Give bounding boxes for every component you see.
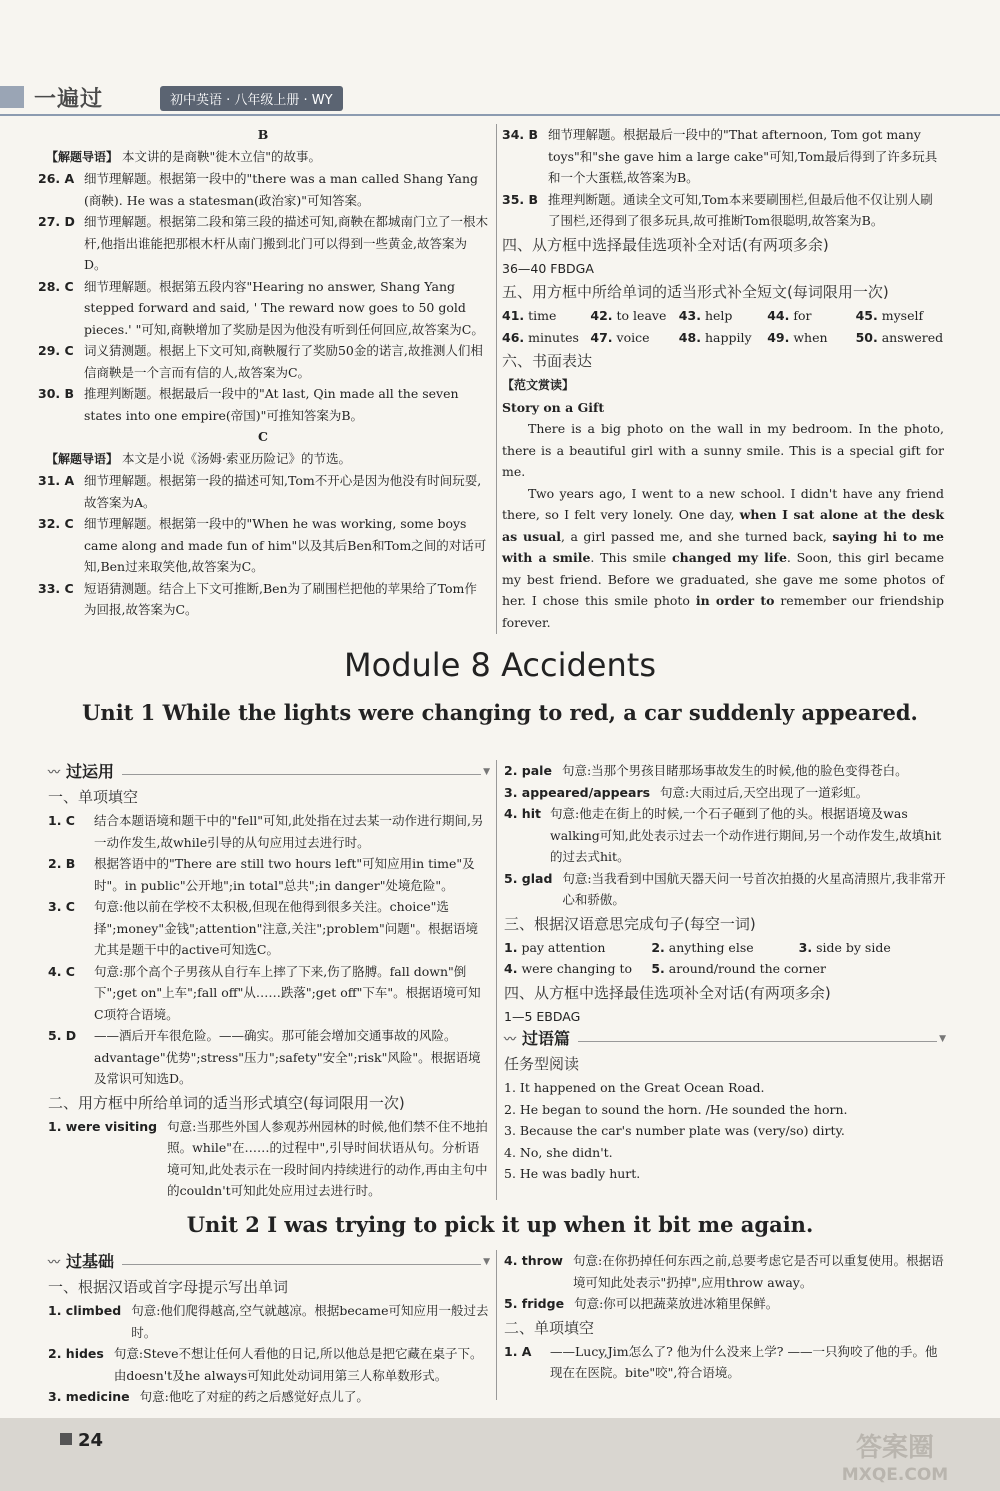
item-explanation: 句意:他走在街上的时候,一个石子砸到了他的头。根据语境及was walking可知,此处表示过去一个动作进行期间,另一个动作发生,故填hit的过去式hit。 xyxy=(550,806,942,864)
item-number: 4. hit xyxy=(504,806,541,821)
reading-c-item xyxy=(38,578,488,621)
item-explanation: 句意:在你扔掉任何东西之前,总要考虑它是否可以重复使用。根据语境可知此处表示"扔掉",应用throw away。 xyxy=(572,1253,944,1290)
item-number: 2. hides xyxy=(48,1346,104,1361)
reading-b-item xyxy=(38,211,488,276)
item-number: 2. pale xyxy=(504,763,552,778)
task-answer-line: 1. It happened on the Great Ocean Road. xyxy=(504,1080,765,1095)
item-number: 5. glad xyxy=(504,870,553,886)
item-number: 4. C xyxy=(48,963,75,979)
item-explanation: 细节理解题。根据第一段中的"When he was working, some boys came along and made fun of him"以及其后Ben和Tom之间的对话可知,Ben过来取笑他,故答案为C。 xyxy=(84,516,487,574)
unit1-left-column xyxy=(48,760,490,1202)
item-explanation: 细节理解题。根据第二段和第三段的描述可知,商鞅在都城南门立了一根木杆,他指出谁能把那根木杆从南门搬到北门可以得到一些黄金,故答案为D。 xyxy=(84,214,488,272)
item-explanation: 句意:他以前在学校不太积极,但现在他得到很多关注。choice"选择";money"金钱";attention"注意,关注";problem"问题"。根据语境尤其是题干中的active可知选C。 xyxy=(94,899,479,957)
reading-c-cont-item xyxy=(502,124,944,189)
unit2-right-column xyxy=(504,1250,946,1384)
story-title: Story on a Gift xyxy=(502,399,605,415)
section-3-answers-row1 xyxy=(504,937,946,959)
section-c-label: C xyxy=(258,429,268,444)
item-number: 34. B xyxy=(502,127,539,142)
sample-essay xyxy=(502,397,944,634)
item-number: 1. were visiting xyxy=(48,1118,158,1134)
item-explanation: 根据答语中的"There are still two hours left"可知应用in time"及时"。in public"公开地";in total"总共";in danger"处境危险"。 xyxy=(94,856,475,893)
module-title: Module 8 Accidents xyxy=(344,646,656,684)
item-explanation: 细节理解题。根据第五段内容"Hearing no answer, Shang Yang stepped forward and said, ' The reward now goes to 50 gold pieces.' "可知,商鞅增加了奖励是因为他没有听到任何回应,故答案为C。 xyxy=(84,278,484,337)
unit2-word-item xyxy=(504,1250,946,1293)
item-number: 3. appeared/appears xyxy=(504,784,651,800)
reading-b-item xyxy=(38,276,488,341)
story-paragraph-2: Two years ago, I went to a new school. I didn't have any friend there, so I felt very lonely. One day, when I sat alone at the desk as usual, a girl passed me, and she turned back, saying hi to me with a smile. This smile changed my life. Soon, this girl became my best friend. Before we graduated, she gave me some photos of her. I chose this smile photo in order to remember our friendship forever. xyxy=(502,485,945,630)
unit-1-title: Unit 1 While the lights were changing to red, a car suddenly appeared. xyxy=(82,700,918,725)
brand-logo: 一遍过 xyxy=(34,87,104,112)
blank-answer: 49. when xyxy=(767,329,828,345)
item-number: 1. climbed xyxy=(48,1303,122,1318)
reading-c-cont-item xyxy=(502,189,944,232)
item-number: 29. C xyxy=(38,343,74,358)
unit1-right-column xyxy=(504,760,946,1185)
item-explanation: 细节理解题。根据最后一段中的"That afternoon, Tom got many toys"和"she gave him a large cake"可知,Tom最后得到了许多玩具和一个大蛋糕,故答案为B。 xyxy=(548,127,938,185)
unit2-choice-item xyxy=(504,1341,946,1384)
unit2-word-item xyxy=(48,1343,490,1386)
banner-guoyunyong: 〰 过运用 ▼ xyxy=(48,760,490,784)
reading-b-item xyxy=(38,168,488,211)
task-answer-line: 3. Because the car's number plate was (very/so) dirty. xyxy=(504,1123,845,1138)
section-6-heading: 六、书面表达 xyxy=(502,352,593,370)
blank-answer: 41. time xyxy=(502,308,557,323)
answers-1-5: 1—5 EBDAG xyxy=(504,1008,581,1024)
item-explanation: ——Lucy,Jim怎么了? 他为什么没来上学? ——一只狗咬了他的手。他现在在医院。bite"咬",符合语境。 xyxy=(550,1343,938,1380)
reading-c-item xyxy=(38,470,488,513)
task-answer-line: 4. No, she didn't. xyxy=(504,1144,613,1160)
item-number: 1. C xyxy=(48,813,75,828)
unit1-fill-item xyxy=(504,803,946,868)
wave-icon: 〰 xyxy=(504,1032,517,1046)
item-explanation: 细节理解题。根据第一段中的"there was a man called Shang Yang (商鞅). He was a statesman(政治家)"可知答案。 xyxy=(84,171,479,208)
item-explanation: 句意:他吃了对症的药之后感觉好点儿了。 xyxy=(139,1389,369,1404)
left-column-top xyxy=(38,124,488,621)
item-number: 5. D xyxy=(48,1028,77,1043)
unit1-section-3: 三、根据汉语意思完成句子(每空一词) xyxy=(504,914,756,933)
header-divider xyxy=(0,114,1000,116)
task-reading-heading: 任务型阅读 xyxy=(504,1055,580,1073)
item-number: 35. B xyxy=(502,191,539,207)
item-explanation: 句意:当那个男孩目睹那场事故发生的时候,他的脸色变得苍白。 xyxy=(561,763,908,778)
item-explanation: 细节理解题。根据第一段的描述可知,Tom不开心是因为他没有时间玩耍,故答案为A。 xyxy=(84,473,482,510)
watermark-url: MXQE.COM xyxy=(841,1465,949,1485)
triangle-icon: ▼ xyxy=(483,767,490,777)
blank-answer: 43. help xyxy=(678,308,733,323)
item-number: 4. throw xyxy=(504,1253,563,1268)
guide-b: 【解题导语】 本文讲的是商鞅"徙木立信"的故事。 xyxy=(46,148,321,164)
unit2-section-1: 一、根据汉语或首字母提示写出单词 xyxy=(48,1278,289,1296)
blank-answer: 44. for xyxy=(767,308,812,323)
item-explanation: 句意:当我看到中国航天器天问一号首次拍摄的火星高清照片,我非常开心和骄傲。 xyxy=(562,870,946,907)
item-number: 31. A xyxy=(38,473,75,488)
banner-guojichu: 〰 过基础 ▼ xyxy=(48,1250,490,1274)
section-3-answers-row2 xyxy=(504,958,946,980)
unit1-choice-item xyxy=(48,853,490,896)
item-number: 26. A xyxy=(38,171,75,186)
blank-answer: 47. voice xyxy=(590,329,650,345)
sentence-answer: 3. side by side xyxy=(798,939,891,955)
watermark-text: 答案圈 xyxy=(855,1433,935,1463)
unit1-section-1: 一、单项填空 xyxy=(48,788,139,806)
item-number: 1. A xyxy=(504,1343,532,1359)
blank-answer: 46. minutes xyxy=(502,329,579,345)
item-explanation: ——酒后开车很危险。——确实。那可能会增加交通事故的风险。advantage"优势";stress"压力";safety"安全";risk"风险"。根据语境及常识可知选D。 xyxy=(94,1028,481,1086)
item-number: 30. B xyxy=(38,386,75,401)
unit1-choice-item xyxy=(48,810,490,853)
section-5-heading: 五、用方框中所给单词的适当形式补全短文(每词限用一次) xyxy=(502,283,889,301)
triangle-icon: ▼ xyxy=(939,1034,946,1044)
item-number: 32. C xyxy=(38,516,74,531)
item-number: 3. C xyxy=(48,899,75,914)
blank-answer: 42. to leave xyxy=(590,308,667,323)
wave-icon: 〰 xyxy=(48,1255,61,1269)
item-explanation: 推理判断题。通读全文可知,Tom本来要刷围栏,但最后他不仅让别人刷了围栏,还得到了很多玩具,故可推断Tom很聪明,故答案为B。 xyxy=(548,191,933,228)
sentence-answer: 4. were changing to xyxy=(504,961,633,976)
item-explanation: 句意:Steve不想让任何人看他的日记,所以他总是把它藏在桌子下。由doesn't及he always可知此处动词用第三人称单数形式。 xyxy=(113,1346,483,1383)
unit1-section-2: 二、用方框中所给单词的适当形式填空(每词限用一次) xyxy=(48,1093,405,1112)
unit2-word-item xyxy=(48,1300,490,1343)
blank-answer: 48. happily xyxy=(678,329,752,345)
unit2-left-column xyxy=(48,1250,490,1408)
reading-b-item xyxy=(38,383,488,426)
triangle-icon: ▼ xyxy=(483,1257,490,1267)
blank-answers xyxy=(502,305,944,348)
page-number: 24 xyxy=(60,1430,103,1451)
item-number: 28. C xyxy=(38,278,74,294)
sentence-answer: 1. pay attention xyxy=(504,939,606,955)
section-b-label: B xyxy=(257,127,269,142)
section-4-heading: 四、从方框中选择最佳选项补全对话(有两项多余) xyxy=(502,235,829,254)
item-number: 5. fridge xyxy=(504,1296,565,1311)
item-number: 33. C xyxy=(38,580,74,596)
item-explanation: 句意:大雨过后,天空出现了一道彩虹。 xyxy=(660,784,869,800)
item-explanation: 结合本题语境和题干中的"fell"可知,此处指在过去某一动作进行期间,另一动作发生,故while引导的从句应用过去进行时。 xyxy=(94,813,484,850)
unit1-choice-item xyxy=(48,961,490,1026)
book-tag: 初中英语 · 八年级上册 · WY xyxy=(160,86,343,111)
task-answer-line: 5. He was badly hurt. xyxy=(504,1166,641,1181)
story-paragraph-1: There is a big photo on the wall in my bedroom. In the photo, there is a beautiful girl with a sunny smile. This is a special gift for me. xyxy=(502,421,944,479)
column-divider xyxy=(496,1250,497,1400)
right-column-top xyxy=(502,124,944,633)
blank-answer: 45. myself xyxy=(855,308,924,323)
item-explanation: 句意:你可以把蔬菜放进冰箱里保鲜。 xyxy=(574,1296,779,1311)
watermark-logo xyxy=(810,1426,980,1486)
reading-c-item xyxy=(38,513,488,578)
unit1-fill-item xyxy=(48,1116,490,1202)
sentence-answer: 5. around/round the corner xyxy=(651,961,826,976)
unit1-fill-item xyxy=(504,782,946,804)
unit-2-title: Unit 2 I was trying to pick it up when it bit me again. xyxy=(186,1212,814,1237)
column-divider xyxy=(496,124,497,634)
item-explanation: 句意:他们爬得越高,空气就越凉。根据became可知应用一般过去时。 xyxy=(131,1303,489,1340)
page-footer xyxy=(0,1418,1000,1491)
wave-icon: 〰 xyxy=(48,765,61,779)
unit1-choice-item xyxy=(48,1025,490,1090)
sample-label: 【范文赏读】 xyxy=(502,378,575,392)
item-explanation: 句意:那个高个子男孩从自行车上摔了下来,伤了胳膊。fall down"倒下";get on"上车";fall off"从……跌落";get off"下车"。根据语境可知C项符合语境。 xyxy=(94,963,481,1022)
unit2-word-item xyxy=(504,1293,946,1315)
item-number: 3. medicine xyxy=(48,1389,130,1404)
guide-c: 【解题导语】 本文是小说《汤姆·索亚历险记》的节选。 xyxy=(46,450,351,466)
header-bar xyxy=(0,86,24,108)
item-explanation: 句意:当那些外国人参观苏州园林的时候,他们禁不住不地拍照。while"在……的过程中",引导时间状语从句。分析语境可知,此处表示在一段时间内持续进行的动作,再由主句中的couldn't可知此处应用过去进行时。 xyxy=(167,1118,488,1198)
answers-36-40: 36—40 FBDGA xyxy=(502,260,594,276)
unit2-section-2: 二、单项填空 xyxy=(504,1318,595,1337)
item-number: 27. D xyxy=(38,214,75,229)
blank-answer: 50. answered xyxy=(855,329,944,345)
unit2-word-item xyxy=(48,1386,490,1408)
task-answer-line: 2. He began to sound the horn. /He sounded the horn. xyxy=(504,1101,848,1117)
page-header xyxy=(0,78,1000,118)
column-divider xyxy=(496,760,497,1200)
item-number: 2. B xyxy=(48,856,76,871)
unit1-section-4: 四、从方框中选择最佳选项补全对话(有两项多余) xyxy=(504,983,831,1002)
item-explanation: 词义猜测题。根据上下文可知,商鞅履行了奖励50金的诺言,故推测人们相信商鞅是一个言而有信的人,故答案为C。 xyxy=(84,343,483,380)
unit1-fill-item xyxy=(504,868,946,911)
unit1-fill-item xyxy=(504,760,946,782)
item-explanation: 短语猜测题。结合上下文可推断,Ben为了刷围栏把他的苹果给了Tom作为回报,故答案为C。 xyxy=(84,580,477,617)
unit1-choice-item xyxy=(48,896,490,961)
item-explanation: 推理判断题。根据最后一段中的"At last, Qin made all the seven states into one empire(帝国)"可推知答案为B。 xyxy=(84,386,459,423)
banner-guoyupian: 〰 过语篇 ▼ xyxy=(504,1027,946,1051)
reading-b-item xyxy=(38,340,488,383)
sentence-answer: 2. anything else xyxy=(651,939,754,955)
